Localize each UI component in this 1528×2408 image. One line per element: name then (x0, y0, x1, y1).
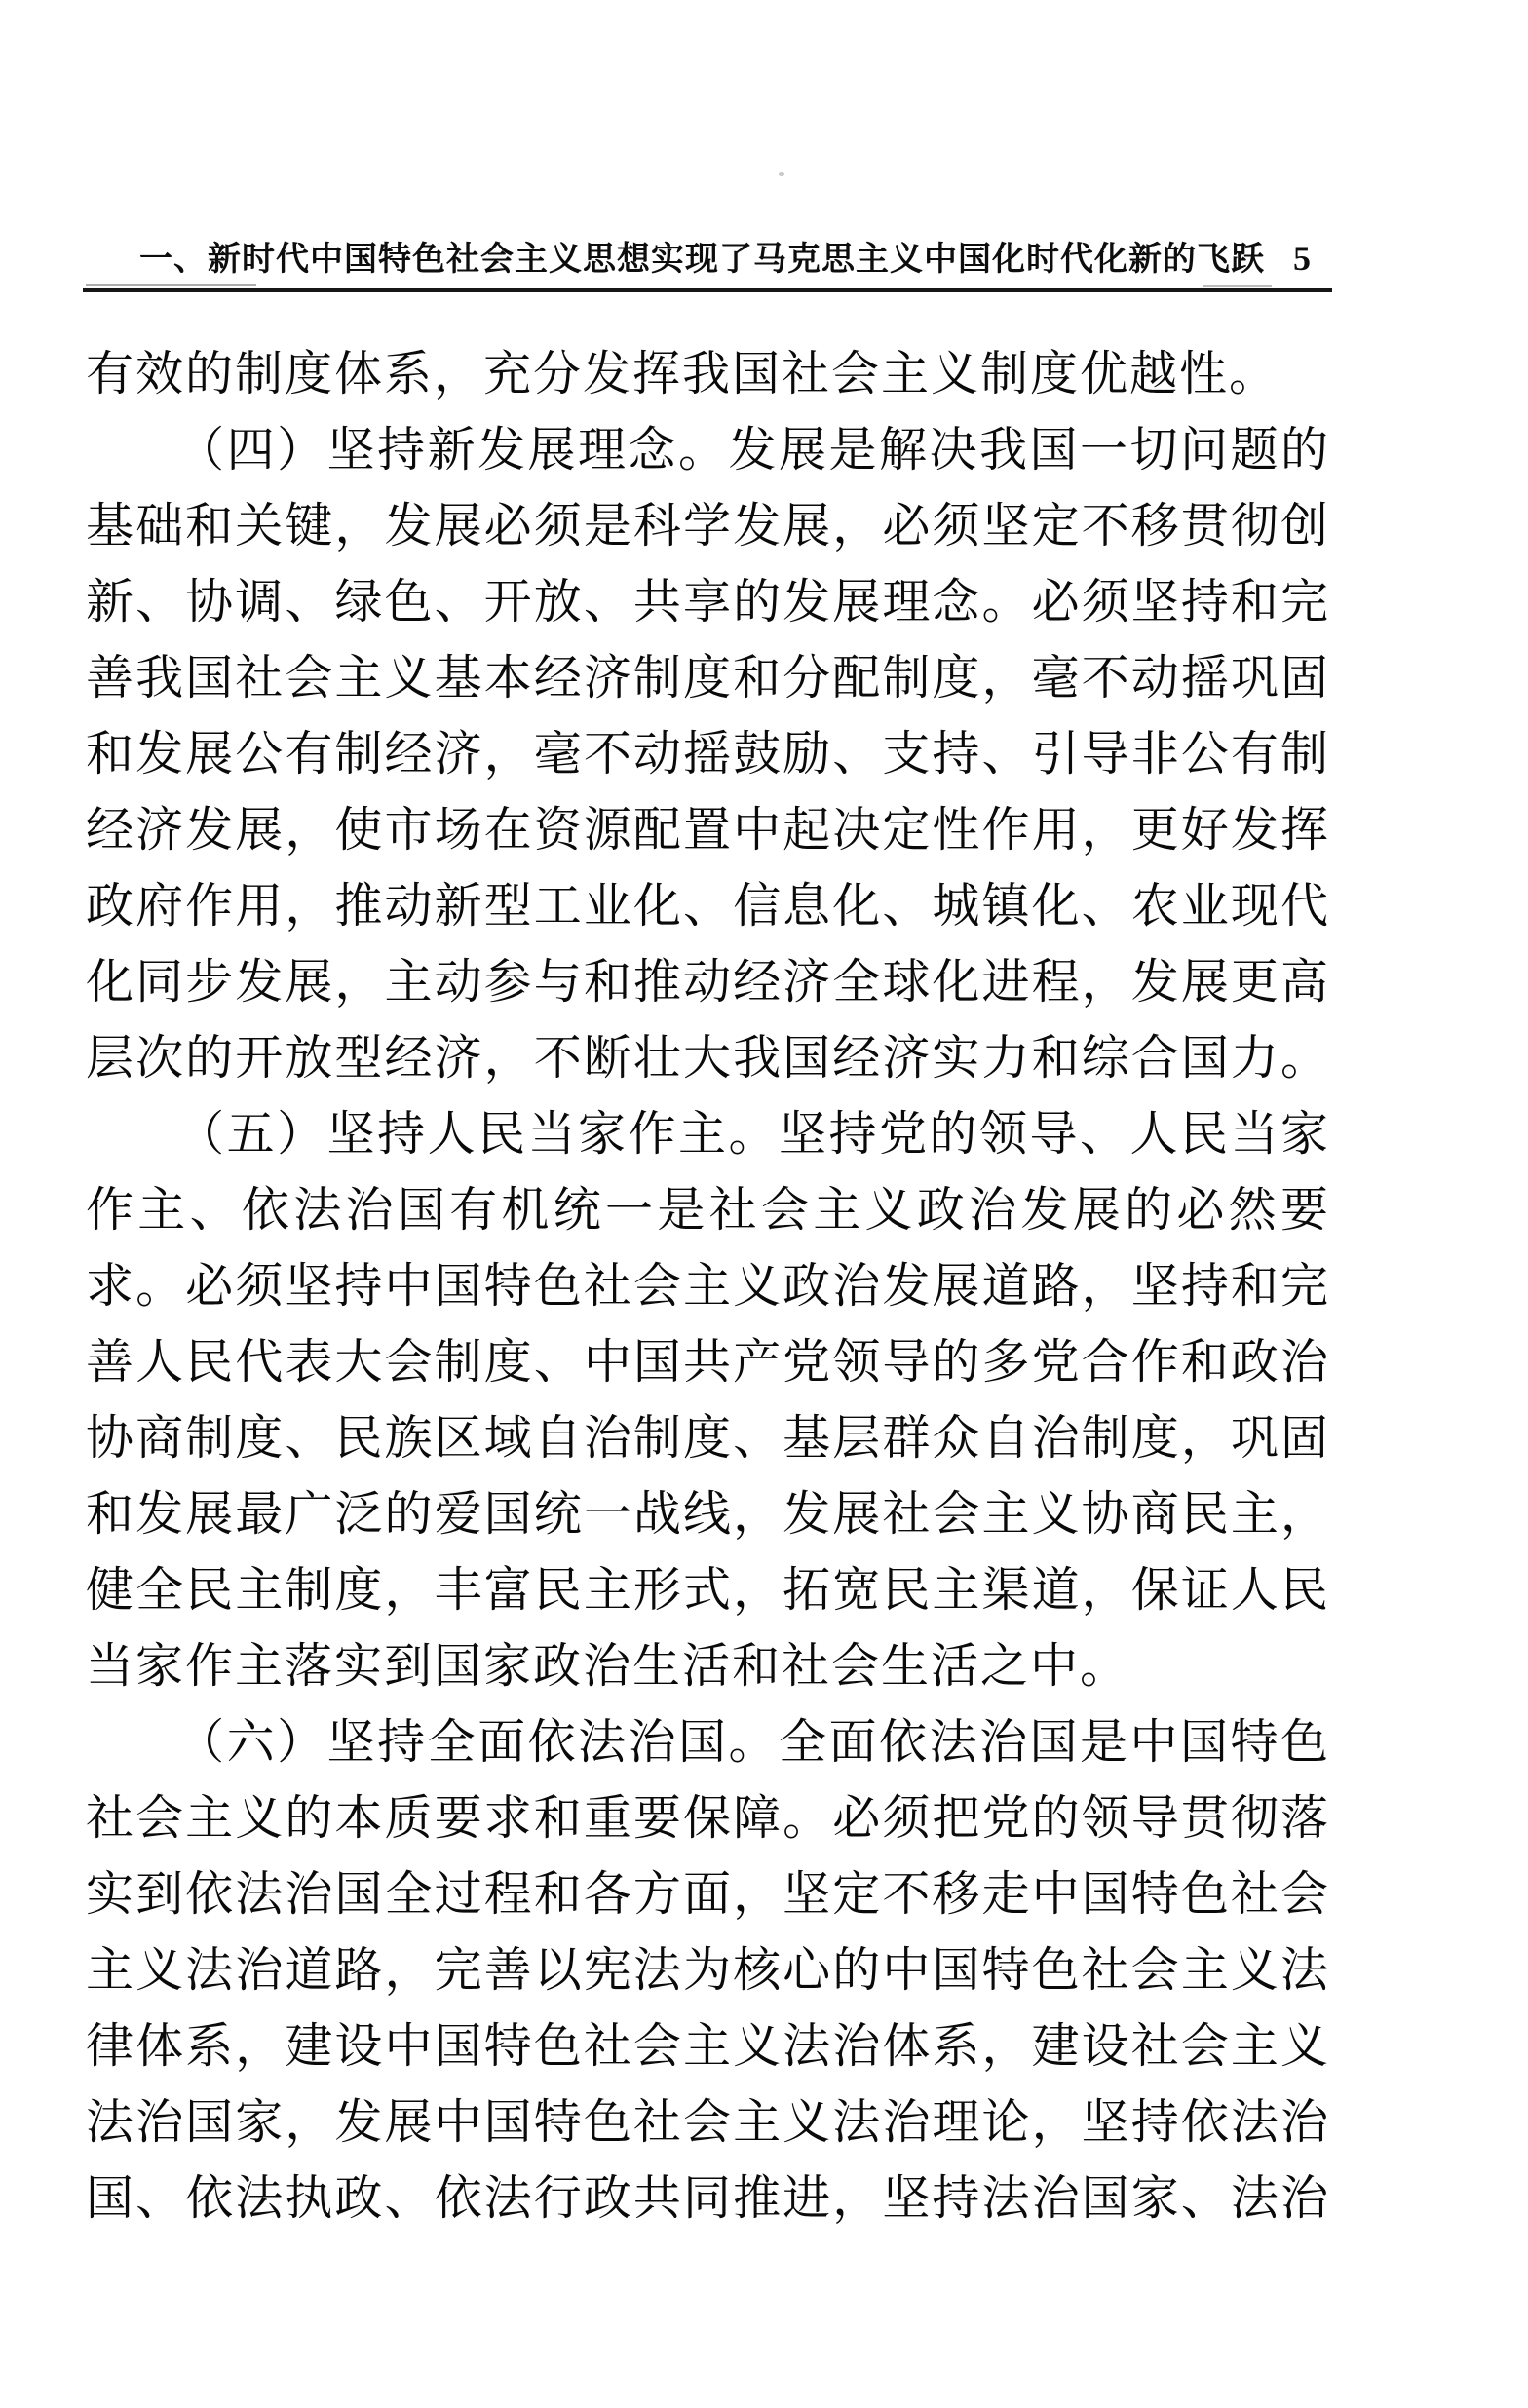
text-line: 法治国家，发展中国特色社会主义法治理论，坚持依法治 (86, 2095, 1330, 2149)
text-line: （五）坚持人民当家作主。坚持党的领导、人民当家 (176, 1107, 1330, 1161)
text-line: 基础和关键，发展必须是科学发展，必须坚定不移贯彻创 (86, 499, 1330, 553)
rule-scan-artifact (1203, 285, 1272, 287)
text-line: 化同步发展，主动参与和推动经济全球化进程，发展更高 (86, 955, 1330, 1009)
text-line: 主义法治道路，完善以宪法为核心的中国特色社会主义法 (86, 1943, 1330, 1997)
page-number: 5 (1293, 239, 1311, 278)
text-line: 善我国社会主义基本经济制度和分配制度，毫不动摇巩固 (86, 651, 1330, 705)
text-line: 实到依法治国全过程和各方面，坚定不移走中国特色社会 (86, 1867, 1330, 1921)
text-line: 和发展最广泛的爱国统一战线，发展社会主义协商民主， (86, 1487, 1330, 1541)
running-head-title: 一、新时代中国特色社会主义思想实现了马克思主义中国化时代化新的飞跃 (139, 241, 1265, 278)
text-line: 健全民主制度，丰富民主形式，拓宽民主渠道，保证人民 (86, 1563, 1330, 1617)
text-line: 国、依法执政、依法行政共同推进，坚持法治国家、法治 (86, 2171, 1330, 2225)
text-line: 当家作主落实到国家政治生活和社会生活之中。 (86, 1639, 1130, 1693)
text-line: 有效的制度体系，充分发挥我国社会主义制度优越性。 (86, 347, 1280, 401)
text-line: 作主、依法治国有机统一是社会主义政治发展的必然要 (86, 1183, 1330, 1237)
text-line: 求。必须坚持中国特色社会主义政治发展道路，坚持和完 (86, 1259, 1330, 1313)
scan-speck (779, 172, 784, 176)
text-line: 协商制度、民族区域自治制度、基层群众自治制度，巩固 (86, 1411, 1330, 1465)
text-line: 和发展公有制经济，毫不动摇鼓励、支持、引导非公有制 (86, 727, 1330, 781)
rule-scan-artifact (86, 284, 256, 286)
text-line: 善人民代表大会制度、中国共产党领导的多党合作和政治 (86, 1335, 1330, 1389)
text-line: 新、协调、绿色、开放、共享的发展理念。必须坚持和完 (86, 575, 1330, 629)
text-line: （四）坚持新发展理念。发展是解决我国一切问题的 (176, 423, 1330, 477)
header-rule (83, 288, 1332, 292)
text-line: 政府作用，推动新型工业化、信息化、城镇化、农业现代 (86, 879, 1330, 933)
body-text (86, 336, 1330, 2236)
text-line: 社会主义的本质要求和重要保障。必须把党的领导贯彻落 (86, 1791, 1330, 1845)
text-line: 经济发展，使市场在资源配置中起决定性作用，更好发挥 (86, 803, 1330, 857)
text-line: 层次的开放型经济，不断壮大我国经济实力和综合国力。 (86, 1031, 1330, 1085)
running-head (139, 232, 1311, 280)
text-line: 律体系，建设中国特色社会主义法治体系，建设社会主义 (86, 2019, 1330, 2073)
text-line: （六）坚持全面依法治国。全面依法治国是中国特色 (176, 1715, 1330, 1769)
